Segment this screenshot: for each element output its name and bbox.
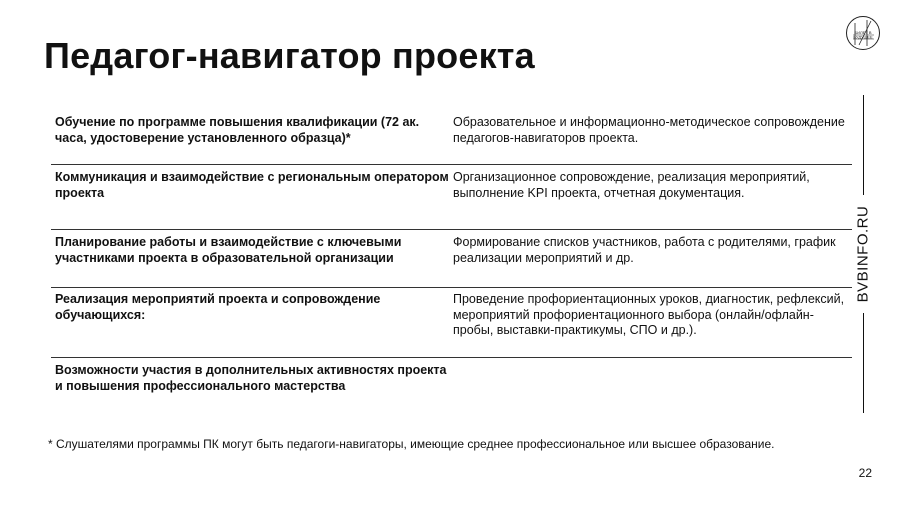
row-topic: Коммуникация и взаимодействие с региональным оператором проекта [55,170,449,200]
page-title: Педагог-навигатор проекта [44,35,535,76]
row-topic: Планирование работы и взаимодействие с ключевыми участниками проекта в образовательной организации [55,235,402,265]
site-url: BVBINFO.RU [854,205,872,303]
table-row [51,288,852,358]
table-row [51,107,852,165]
table-row [51,230,852,288]
table-row [51,358,852,398]
table-row [51,165,852,230]
row-description: Организационное сопровождение, реализация мероприятий, выполнение KPI проекта, отчетная документация. [453,170,810,200]
side-divider-bottom [863,313,864,413]
navigator-table [51,107,852,398]
svg-text:БИЛЕТ В: БИЛЕТ В [854,30,872,35]
row-description [453,363,852,398]
row-topic: Реализация мероприятий проекта и сопровождение обучающихся: [55,292,381,322]
row-description: Образовательное и информационно-методическое сопровождение педагогов-навигаторов проекта. [453,115,845,145]
row-description: Формирование списков участников, работа с родителями, график реализации мероприятий и др. [453,235,836,265]
footnote: * Слушателями программы ПК могут быть педагоги-навигаторы, имеющие среднее профессиональное или высшее образование. [48,437,775,451]
bilet-v-budushchee-logo [845,15,881,51]
page-number: 22 [858,466,872,480]
row-topic: Возможности участия в дополнительных активностях проекта и повышения профессионального мастерства [55,363,447,393]
row-description: Проведение профориентационных уроков, диагностик, рефлексий, мероприятий профориентационного выбора (онлайн/офлайн-пробы, выставки-практикумы, СПО и др.). [453,292,845,337]
svg-text:БУДУЩЕЕ: БУДУЩЕЕ [853,34,873,40]
row-topic: Обучение по программе повышения квалификации (72 ак. часа, удостоверение установленного образца)* [55,115,420,145]
side-divider-top [863,95,864,195]
